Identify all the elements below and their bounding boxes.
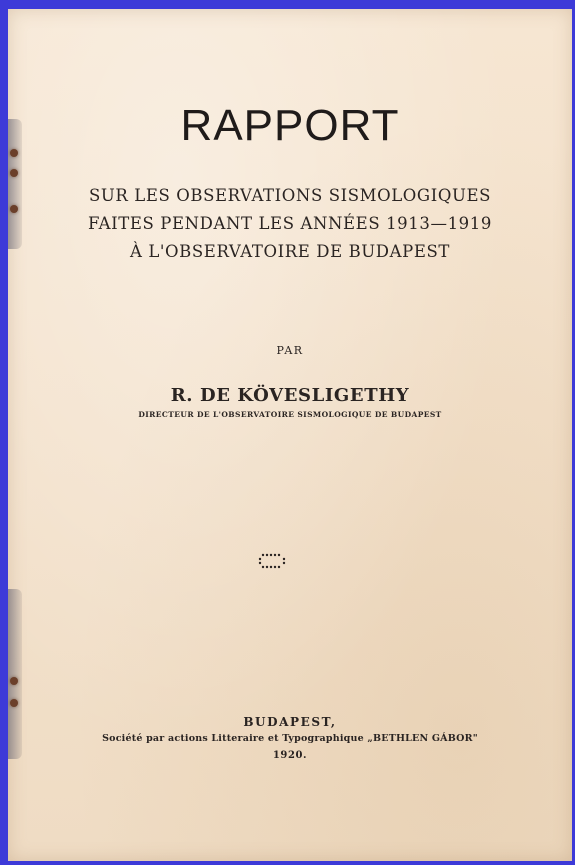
author-role: DIRECTEUR DE L'OBSERVATOIRE SISMOLOGIQUE DE BUDAPEST [138, 410, 442, 419]
binding-hole [10, 677, 18, 685]
binding-hole [10, 169, 18, 177]
publication-place: BUDAPEST, [243, 715, 337, 729]
publication-year: 1920. [272, 750, 308, 761]
binding-hole [10, 205, 18, 213]
document-title: RAPPORT [180, 101, 400, 150]
author-name: R. DE KÖVESLIGETHY [170, 385, 410, 406]
dotted-cartouche-icon [257, 552, 287, 570]
subtitle-line-1: SUR LES OBSERVATIONS SISMOLOGIQUES [88, 186, 492, 205]
by-label: PAR [276, 344, 304, 357]
subtitle-line-2: FAITES PENDANT LES ANNÉES 1913—1919 [88, 214, 492, 233]
publisher-line: Société par actions Litteraire et Typographique „BETHLEN GÁBOR" [102, 733, 478, 744]
subtitle-line-3: À L'OBSERVATOIRE DE BUDAPEST [129, 242, 450, 261]
binding-hole [10, 699, 18, 707]
title-page [8, 9, 572, 861]
